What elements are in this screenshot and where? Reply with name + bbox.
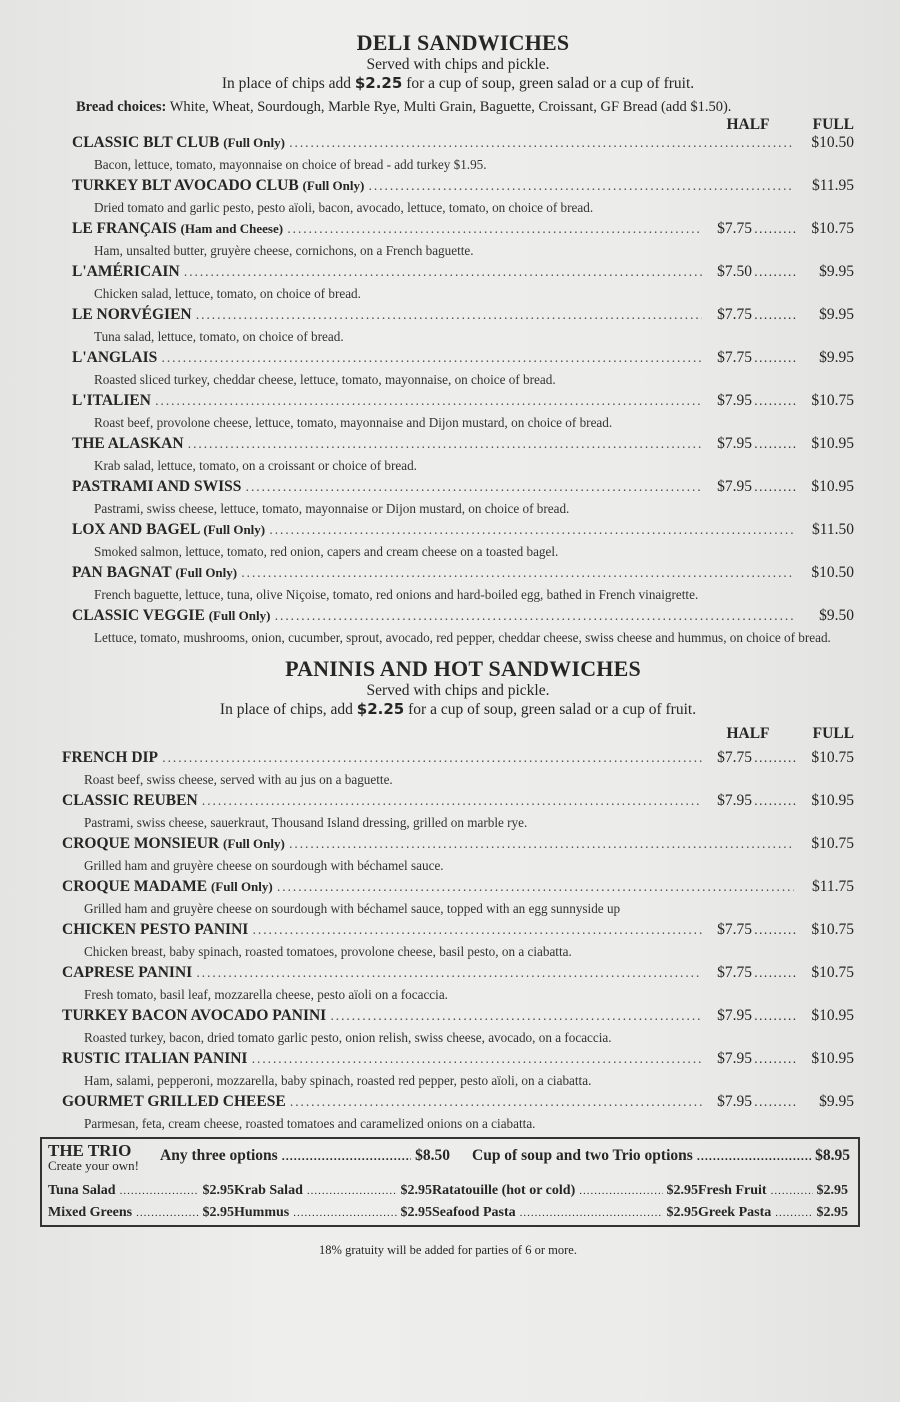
item-half-price: $7.75 (717, 749, 752, 766)
item-full-price: $9.95 (819, 349, 854, 366)
panini-served-note: Served with chips and pickle. (366, 682, 550, 699)
panini-section (62, 656, 854, 1133)
item-description: Chicken salad, lettuce, tomato, on choice of bread. (94, 286, 361, 301)
item-name: PASTRAMI AND SWISS (72, 478, 242, 495)
item-description: Grilled ham and gruyère cheese on sourdough with béchamel sauce. (84, 858, 444, 873)
trio-option (698, 1183, 848, 1199)
item-half-price: $7.75 (717, 964, 752, 981)
item-full-price: $11.75 (811, 878, 854, 895)
item-name: RUSTIC ITALIAN PANINI (62, 1050, 248, 1067)
menu-item (72, 220, 854, 260)
item-note: (Ham and Cheese) (180, 221, 284, 236)
trio-option-price: $2.95 (400, 1205, 432, 1220)
item-full-price: $10.95 (811, 1007, 854, 1024)
item-description: Chicken breast, baby spinach, roasted tomatoes, provolone cheese, basil pesto, on a ciabatta. (84, 944, 572, 959)
item-description: Krab salad, lettuce, tomato, on a croissant or choice of bread. (94, 458, 417, 473)
item-half-price: $7.95 (717, 1050, 752, 1067)
menu-item (72, 392, 854, 432)
trio-option-name: Krab Salad (234, 1183, 303, 1198)
item-name: CLASSIC REUBEN (62, 792, 198, 809)
menu-item (72, 177, 854, 217)
item-full-price: $11.50 (811, 521, 854, 538)
item-name: THE ALASKAN (72, 435, 184, 452)
item-note: (Full Only) (223, 135, 285, 150)
deli-column-header (62, 116, 854, 134)
gratuity-note: 18% gratuity will be added for parties of 6 or more. (319, 1243, 577, 1257)
menu-item (72, 478, 854, 518)
trio-option-price: $2.95 (202, 1205, 234, 1220)
item-half-price: $7.95 (717, 1007, 752, 1024)
panini-column-header (62, 725, 854, 743)
item-description: Ham, salami, pepperoni, mozzarella, baby spinach, roasted red pepper, pesto aïoli, on a ciabatta. (84, 1073, 592, 1088)
item-note: (Full Only) (210, 879, 273, 894)
item-half-price: $7.50 (717, 263, 752, 280)
item-full-price: $10.95 (811, 1050, 854, 1067)
item-full-price: $9.95 (819, 306, 854, 323)
trio-option-name: Seafood Pasta (432, 1205, 516, 1220)
trio-option-price: $2.95 (816, 1205, 848, 1220)
trio-heading (48, 1143, 160, 1173)
trio-option (234, 1205, 432, 1221)
item-half-price: $7.95 (717, 392, 752, 409)
trio-option (432, 1205, 698, 1221)
item-name: CLASSIC BLT CLUB (Full Only) (72, 134, 285, 151)
trio-options-grid (48, 1183, 850, 1221)
item-half-price: $7.95 (717, 792, 752, 809)
item-name: CHICKEN PESTO PANINI (62, 921, 249, 938)
item-full-price: $11.95 (811, 177, 854, 194)
deli-item-list (62, 134, 854, 647)
item-name: GOURMET GRILLED CHEESE (62, 1093, 286, 1110)
trio-option-name: Tuna Salad (48, 1183, 116, 1198)
item-full-price: $9.50 (819, 607, 854, 624)
menu-item (72, 607, 854, 647)
item-note: (Full Only) (208, 608, 271, 623)
item-note: (Full Only) (302, 178, 365, 193)
trio-box (40, 1137, 860, 1227)
item-full-price: $10.95 (811, 435, 854, 452)
menu-item (62, 749, 854, 789)
trio-option (432, 1183, 698, 1199)
panini-item-list (62, 749, 854, 1133)
item-name: CROQUE MONSIEUR (Full Only) (62, 835, 285, 852)
item-note: (Full Only) (223, 836, 285, 851)
half-header: HALF (726, 116, 770, 133)
trio-option-name: Ratatouille (hot or cold) (432, 1183, 576, 1198)
item-description: Pastrami, swiss cheese, sauerkraut, Thousand Island dressing, grilled on marble rye. (84, 815, 528, 830)
menu-item (62, 1093, 854, 1133)
menu-item (62, 792, 854, 832)
menu-item (62, 878, 854, 918)
item-description: Dried tomato and garlic pesto, pesto aïoli, bacon, avocado, lettuce, tomato, on choice of bread. (94, 200, 594, 215)
item-description: Lettuce, tomato, mushrooms, onion, cucumber, sprout, avocado, red pepper, cheddar cheese, swiss cheese and hummus, on choice of bread. (94, 630, 831, 645)
full-header: FULL (812, 725, 854, 742)
menu-item (62, 835, 854, 875)
trio-option-price: $2.95 (666, 1205, 698, 1220)
item-name: L'ITALIEN (72, 392, 151, 409)
menu-item (72, 134, 854, 174)
item-description: Ham, unsalted butter, gruyère cheese, cornichons, on a French baguette. (94, 243, 474, 258)
item-description: Parmesan, feta, cream cheese, roasted tomatoes and caramelized onions on a ciabatta. (84, 1116, 536, 1131)
item-description: Roast beef, swiss cheese, served with au jus on a baguette. (84, 772, 393, 787)
item-description: French baguette, lettuce, tuna, olive Niçoise, tomato, red onions and hard-boiled egg, bathed in French vinaigrette. (94, 587, 699, 602)
item-description: Bacon, lettuce, tomato, mayonnaise on choice of bread - add turkey $1.95. (94, 157, 487, 172)
panini-title: PANINIS AND HOT SANDWICHES (285, 656, 641, 681)
item-name: CLASSIC VEGGIE (Full Only) (72, 607, 271, 624)
item-name: TURKEY BLT AVOCADO CLUB (Full Only) (72, 177, 365, 194)
trio-option (48, 1205, 234, 1221)
item-full-price: $9.95 (819, 1093, 854, 1110)
trio-option-three: Any three options ..... $8.50 (160, 1147, 450, 1165)
menu-item (72, 521, 854, 561)
item-full-price: $10.75 (811, 220, 854, 237)
item-half-price: $7.75 (717, 306, 752, 323)
item-full-price: $9.95 (819, 263, 854, 280)
item-half-price: $7.95 (717, 435, 752, 452)
item-full-price: $10.50 (811, 134, 854, 151)
trio-option-price: $2.95 (202, 1183, 234, 1198)
item-full-price: $10.75 (811, 392, 854, 409)
item-full-price: $10.75 (811, 921, 854, 938)
item-description: Pastrami, swiss cheese, lettuce, tomato, mayonnaise or Dijon mustard, on choice of bread. (94, 501, 570, 516)
trio-option-price: $2.95 (816, 1183, 848, 1198)
menu-item (62, 1050, 854, 1090)
trio-subtitle: Create your own! (48, 1158, 139, 1173)
item-name: LE NORVÉGIEN (72, 306, 192, 323)
item-full-price: $10.50 (811, 564, 854, 581)
item-half-price: $7.75 (717, 349, 752, 366)
item-note: (Full Only) (175, 565, 238, 580)
deli-section (62, 30, 854, 647)
half-header: HALF (726, 725, 770, 742)
item-name: CAPRESE PANINI (62, 964, 193, 981)
menu-item (72, 306, 854, 346)
item-half-price: $7.75 (717, 921, 752, 938)
item-note: (Full Only) (203, 522, 266, 537)
menu-item (62, 964, 854, 1004)
trio-option (48, 1183, 234, 1199)
menu-item (72, 435, 854, 475)
item-full-price: $10.75 (811, 964, 854, 981)
item-description: Smoked salmon, lettuce, tomato, red onion, capers and cream cheese on a toasted bagel. (94, 544, 559, 559)
menu-item (62, 1007, 854, 1047)
menu-item (72, 263, 854, 303)
item-half-price: $7.95 (717, 478, 752, 495)
trio-option-price: $2.95 (666, 1183, 698, 1198)
trio-option-name: Mixed Greens (48, 1205, 133, 1220)
item-name: L'AMÉRICAIN (72, 263, 180, 280)
trio-option-name: Greek Pasta (698, 1205, 772, 1220)
item-name: LE FRANÇAIS (Ham and Cheese) (72, 220, 284, 237)
full-header: FULL (812, 116, 854, 133)
item-name: L'ANGLAIS (72, 349, 158, 366)
item-name: LOX AND BAGEL (Full Only) (72, 521, 266, 538)
deli-chips-note: In place of chips add $2.25 for a cup of soup, green salad or a cup of fruit. (221, 74, 695, 92)
panini-chips-note: In place of chips, add $2.25 for a cup of soup, green salad or a cup of fruit. (219, 700, 697, 718)
deli-title: DELI SANDWICHES (356, 30, 570, 55)
item-full-price: $10.95 (811, 478, 854, 495)
bread-choices: Bread choices: White, Wheat, Sourdough, Marble Rye, Multi Grain, Baguette, Croissant, GF Bread (add $1.50). (76, 99, 732, 115)
trio-option-price: $2.95 (400, 1183, 432, 1198)
item-description: Tuna salad, lettuce, tomato, on choice of bread. (94, 329, 344, 344)
item-half-price: $7.75 (717, 220, 752, 237)
trio-title: THE TRIO (48, 1141, 132, 1160)
item-description: Fresh tomato, basil leaf, mozzarella cheese, pesto aïoli on a focaccia. (84, 987, 448, 1002)
item-description: Roast beef, provolone cheese, lettuce, tomato, mayonnaise and Dijon mustard, on choice of bread. (94, 415, 613, 430)
item-name: FRENCH DIP (62, 749, 159, 766)
item-description: Roasted sliced turkey, cheddar cheese, lettuce, tomato, mayonnaise, on choice of bread. (94, 372, 556, 387)
trio-option (234, 1183, 432, 1199)
item-description: Roasted turkey, bacon, dried tomato garlic pesto, onion relish, swiss cheese, avocado, on a focaccia. (84, 1030, 612, 1045)
deli-served-note: Served with chips and pickle. (366, 56, 550, 73)
menu-item (72, 564, 854, 604)
item-name: TURKEY BACON AVOCADO PANINI (62, 1007, 327, 1024)
item-full-price: $10.75 (811, 749, 854, 766)
menu-item (62, 921, 854, 961)
item-half-price: $7.95 (717, 1093, 752, 1110)
item-name: CROQUE MADAME (Full Only) (62, 878, 273, 895)
item-full-price: $10.75 (811, 835, 854, 852)
trio-option (698, 1205, 848, 1221)
trio-option-soup: Cup of soup and two Trio options ..... $8.95 (472, 1147, 850, 1165)
menu-item (72, 349, 854, 389)
item-full-price: $10.95 (811, 792, 854, 809)
trio-option-name: Hummus (234, 1205, 290, 1220)
item-name: PAN BAGNAT (Full Only) (72, 564, 238, 581)
item-description: Grilled ham and gruyère cheese on sourdough with béchamel sauce, topped with an egg sunnyside up (84, 901, 621, 916)
trio-option-name: Fresh Fruit (698, 1183, 767, 1198)
